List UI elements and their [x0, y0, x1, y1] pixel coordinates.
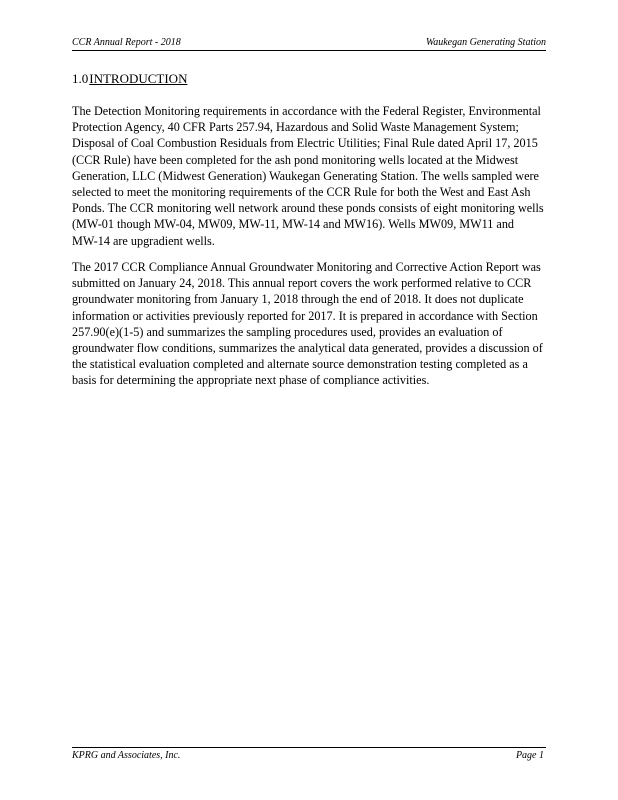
paragraph-line: information or activities previously reported for 2017. It is prepared in accordance with Section [72, 308, 538, 323]
footer-company-name: KPRG and Associates, Inc. [72, 750, 181, 761]
section-title: INTRODUCTION [89, 71, 188, 86]
footer-rule [72, 747, 546, 748]
intro-paragraph-2 [72, 259, 602, 389]
section-heading [72, 71, 187, 87]
intro-paragraph-1 [72, 103, 602, 249]
paragraph-line: groundwater flow conditions, summarizes the analytical data generated, provides a discussion of [72, 341, 543, 356]
paragraph-line: the statistical evaluation completed and alternate source demonstration testing completed as a [72, 357, 528, 372]
paragraph-line: Protection Agency, 40 CFR Parts 257.94, Hazardous and Solid Waste Management System; [72, 120, 519, 135]
paragraph-line: Disposal of Coal Combustion Residuals from Electric Utilities; Final Rule dated April 17, 2015 [72, 136, 538, 151]
paragraph-line: Ponds. The CCR monitoring well network around these ponds consists of eight monitoring wells [72, 201, 544, 216]
header-report-title: CCR Annual Report - 2018 [72, 37, 181, 48]
paragraph-line: Generation, LLC (Midwest Generation) Waukegan Generating Station. The wells sampled were [72, 168, 539, 183]
paragraph-line: The 2017 CCR Compliance Annual Groundwater Monitoring and Corrective Action Report was [72, 260, 541, 274]
paragraph-line: (MW-01 though MW-04, MW09, MW-11, MW-14 and MW16). Wells MW09, MW11 and [72, 217, 515, 232]
paragraph-line: 257.90(e)(1-5) and summarizes the sampling procedures used, provides an evaluation of [72, 324, 503, 339]
page-number: Page 1 [515, 750, 544, 761]
paragraph-line: (CCR Rule) have been completed for the ash pond monitoring wells located at the Midwest [72, 152, 519, 167]
paragraph-line: submitted on January 24, 2018. This annual report covers the work performed relative to CCR [72, 276, 532, 291]
paragraph-line: basis for determining the appropriate next phase of compliance activities. [72, 373, 430, 388]
paragraph-line: The Detection Monitoring requirements in accordance with the Federal Register, Environmental [72, 104, 541, 118]
page-header [72, 37, 546, 50]
paragraph-line: selected to meet the monitoring requirements of the CCR Rule for both the West and East Ash [72, 185, 531, 200]
page-footer [72, 750, 546, 763]
section-number: 1.0 [72, 71, 89, 86]
header-rule [72, 50, 546, 51]
paragraph-line: MW-14 are upgradient wells. [72, 233, 215, 248]
paragraph-line: groundwater monitoring from January 1, 2018 through the end of 2018. It does not duplicate [72, 292, 524, 307]
header-station-name: Waukegan Generating Station [425, 37, 546, 48]
